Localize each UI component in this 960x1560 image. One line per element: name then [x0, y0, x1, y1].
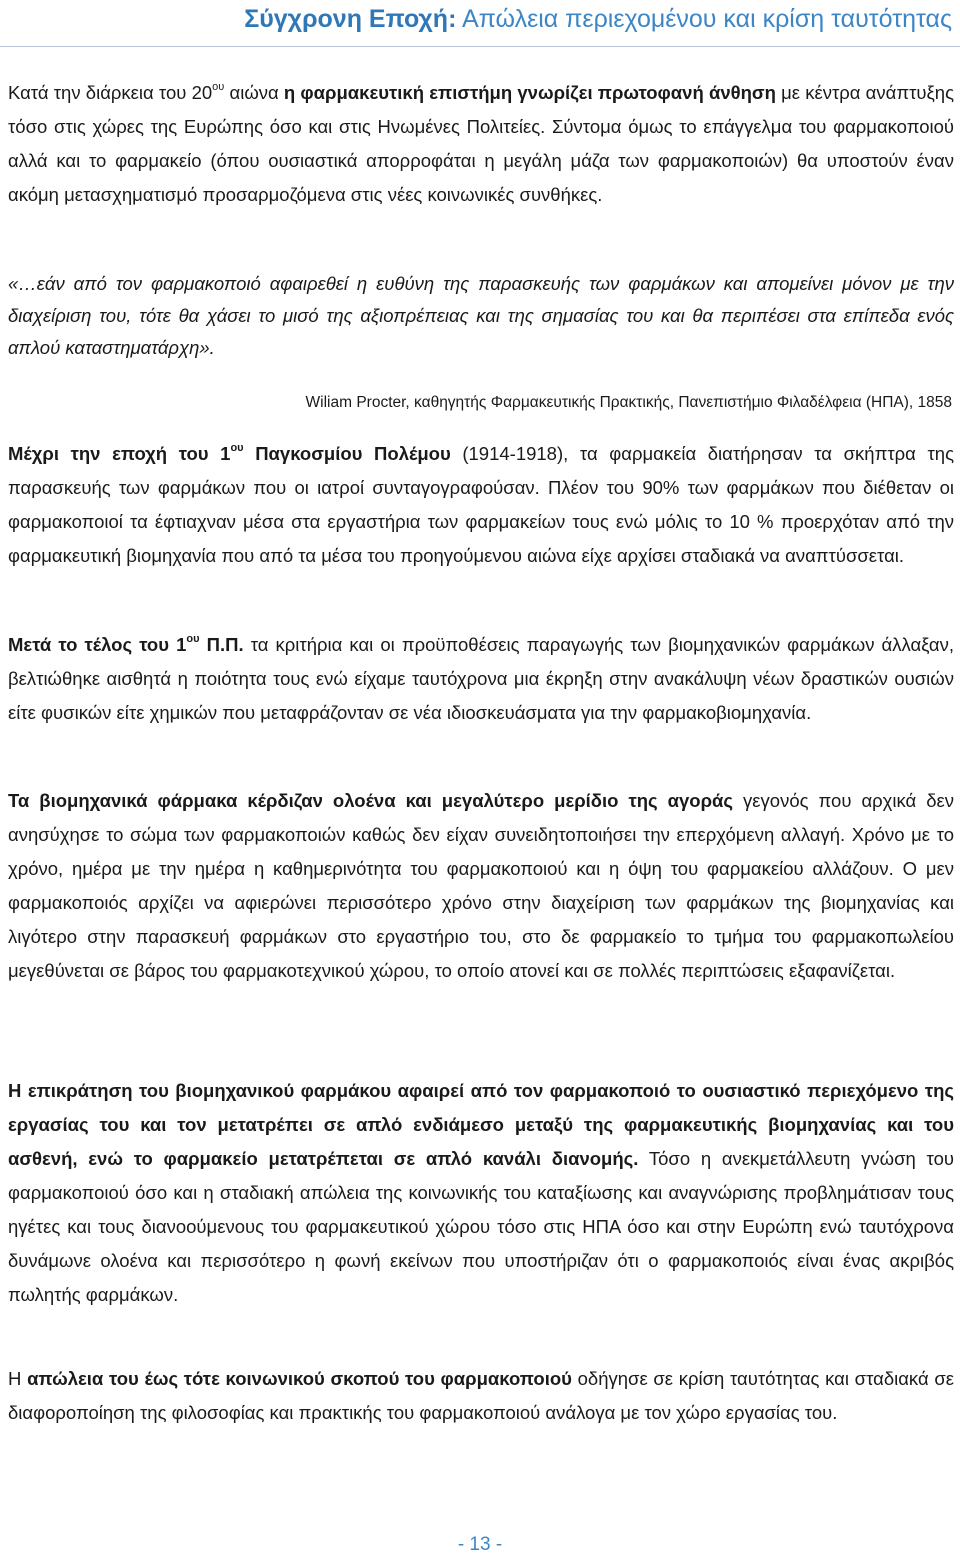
text-span: αιώνα	[224, 82, 284, 103]
paragraph-wwi	[8, 437, 954, 573]
paragraph-dominance	[8, 1074, 954, 1312]
paragraph-industrial-drugs	[8, 784, 954, 988]
superscript: ου	[230, 442, 244, 454]
superscript: ου	[212, 81, 225, 93]
bold-text: Μετά το τέλος του 1	[8, 634, 187, 655]
bold-text: Τα βιομηχανικά φάρμακα κέρδιζαν ολοένα και μεγαλύτερο μερίδιο της αγοράς	[8, 790, 734, 811]
text-span: με κέντρα ανάπτυξης τόσο στις χώρες της Ευρώπης όσο και στις Ηνωμένες Πολιτείες. Σύντομα όμως το επάγγελμα του φαρμακοποιού αλλά και το φαρμακείο (όπου ουσιαστικά απορροφάται η μεγάλη μάζα των φαρμακοποιών) θα υποστούν έναν ακόμη μετασχηματισμό προσαρμοζόμενα στις νέες κοινωνικές συνθήκες.	[8, 82, 954, 205]
text-span: οδήγησε σε κρίση ταυτότητας και σταδιακά σε διαφοροποίηση της φιλοσοφίας και πρακτικής του φαρμακοποιού ανάλογα με τον χώρο εργασίας του.	[8, 1368, 955, 1423]
bold-text: Π.Π.	[199, 634, 244, 655]
text-span: τα κριτήρια και οι προϋποθέσεις παραγωγής των βιομηχανικών φαρμάκων άλλαξαν, βελτιώθηκε αισθητά η ποιότητα τους ενώ είχαμε ταυτόχρονα μια έκρηξη στην ανακάλυψη νέων δραστικών ουσιών είτε φυσικών είτε χημικών που μεταφράζονταν σε νέα ιδιοσκευάσματα για την φαρμακοβιομηχανία.	[8, 634, 955, 723]
text-span: Κατά την διάρκεια του 20	[8, 82, 213, 103]
header-title-bold: Σύγχρονη Εποχή:	[244, 5, 457, 33]
bold-text: Η επικράτηση του βιομηχανικού φαρμάκου αφαιρεί από τον φαρμακοποιό το ουσιαστικό περιεχόμενο της εργασίας του και τον μετατρέπει σε απλό ενδιάμεσο μεταξύ της φαρμακευτικής βιομηχανίας και του ασθενή, ενώ το φαρμακείο μετατρέπεται σε απλό κανάλι διανομής.	[8, 1080, 954, 1169]
page-number: - 13 -	[457, 1534, 503, 1555]
paragraph-post-war	[8, 628, 954, 730]
bold-text: η φαρμακευτική επιστήμη γνωρίζει πρωτοφανή άνθηση	[283, 82, 776, 103]
paragraph-intro	[8, 76, 954, 212]
text-span: γεγονός που αρχικά δεν ανησύχησε το σώμα των φαρμακοποιών καθώς δεν είχαν συνειδητοποιήσει την επερχόμενη αλλαγή. Χρόνο με το χρόνο, ημέρα με την ημέρα η καθημερινότητα του φαρμακοποιού και η όψη του φαρμακείου αλλάζουν. Ο μεν φαρμακοποιός αρχίζει να αφιερώνει περισσότερο χρόνο στην διαχείριση των φαρμάκων της βιομηχανίας και λιγότερο στην παρασκευή φαρμάκων στο εργαστήριο του, στο δε φαρμακείο το τμήμα του φαρμακοπωλείου μεγεθύνεται σε βάρος του φαρμακοτεχνικού χώρου, το οποίο ατονεί και σε πολλές περιπτώσεις εξαφανίζεται.	[8, 790, 954, 981]
page-header	[0, 0, 960, 47]
paragraph-identity-crisis	[8, 1362, 954, 1430]
superscript: ου	[186, 633, 200, 645]
text-span: Τόσο η ανεκμετάλλευτη γνώση του φαρμακοποιού όσο και η σταδιακή απώλεια της κοινωνικής του καταξίωσης και αναγνώρισης προβλημάτισαν τους ηγέτες και τους διανοούμενους του φαρμακευτικού χώρου τόσο στις ΗΠΑ όσο και στην Ευρώπη ενώ ταυτόχρονα δυνάμωνε ολοένα και περισσότερο η φωνή εκείνων που υποστήριζαν ότι ο φαρμακοποιός είναι ένας ακριβός πωλητής φαρμάκων.	[8, 1148, 954, 1305]
text-span: Η	[8, 1368, 28, 1389]
header-title-rest: Απώλεια περιεχομένου και κρίση ταυτότητας	[456, 5, 952, 33]
bold-text: Παγκοσμίου Πολέμου	[243, 443, 451, 464]
text-span: (1914-1918), τα φαρμακεία διατήρησαν τα σκήπτρα της παρασκευής των φαρμάκων που οι ιατροί συνταγογραφούσαν. Πλέον του 90% των φαρμάκων που διέθεταν οι φαρμακοποιοί τα έφτιαχναν μέσα στα εργαστήρια των φαρμακείων τους ενώ μόλις το 10 % προερχόταν από την φαρμακευτική βιομηχανία που από τα μέσα του προηγούμενου αιώνα είχε αρχίσει σταδιακά να αναπτύσσεται.	[8, 443, 955, 566]
quote-source: Wiliam Procter, καθηγητής Φαρμακευτικής Πρακτικής, Πανεπιστήμιο Φιλαδέλφεια (ΗΠΑ), 1858	[305, 394, 952, 411]
quote-block: «…εάν από τον φαρμακοποιό αφαιρεθεί η ευθύνη της παρασκευής των φαρμάκων και απομείνει μόνον με την διαχείριση του, τότε θα χάσει το μισό της αξιοπρέπειας και της σημασίας του και θα περιπέσει στα επίπεδα ενός απλού καταστηματάρχη».	[8, 273, 954, 358]
bold-text: απώλεια του έως τότε κοινωνικού σκοπού του φαρμακοποιού	[27, 1368, 572, 1389]
bold-text: Μέχρι την εποχή του 1	[8, 443, 231, 464]
